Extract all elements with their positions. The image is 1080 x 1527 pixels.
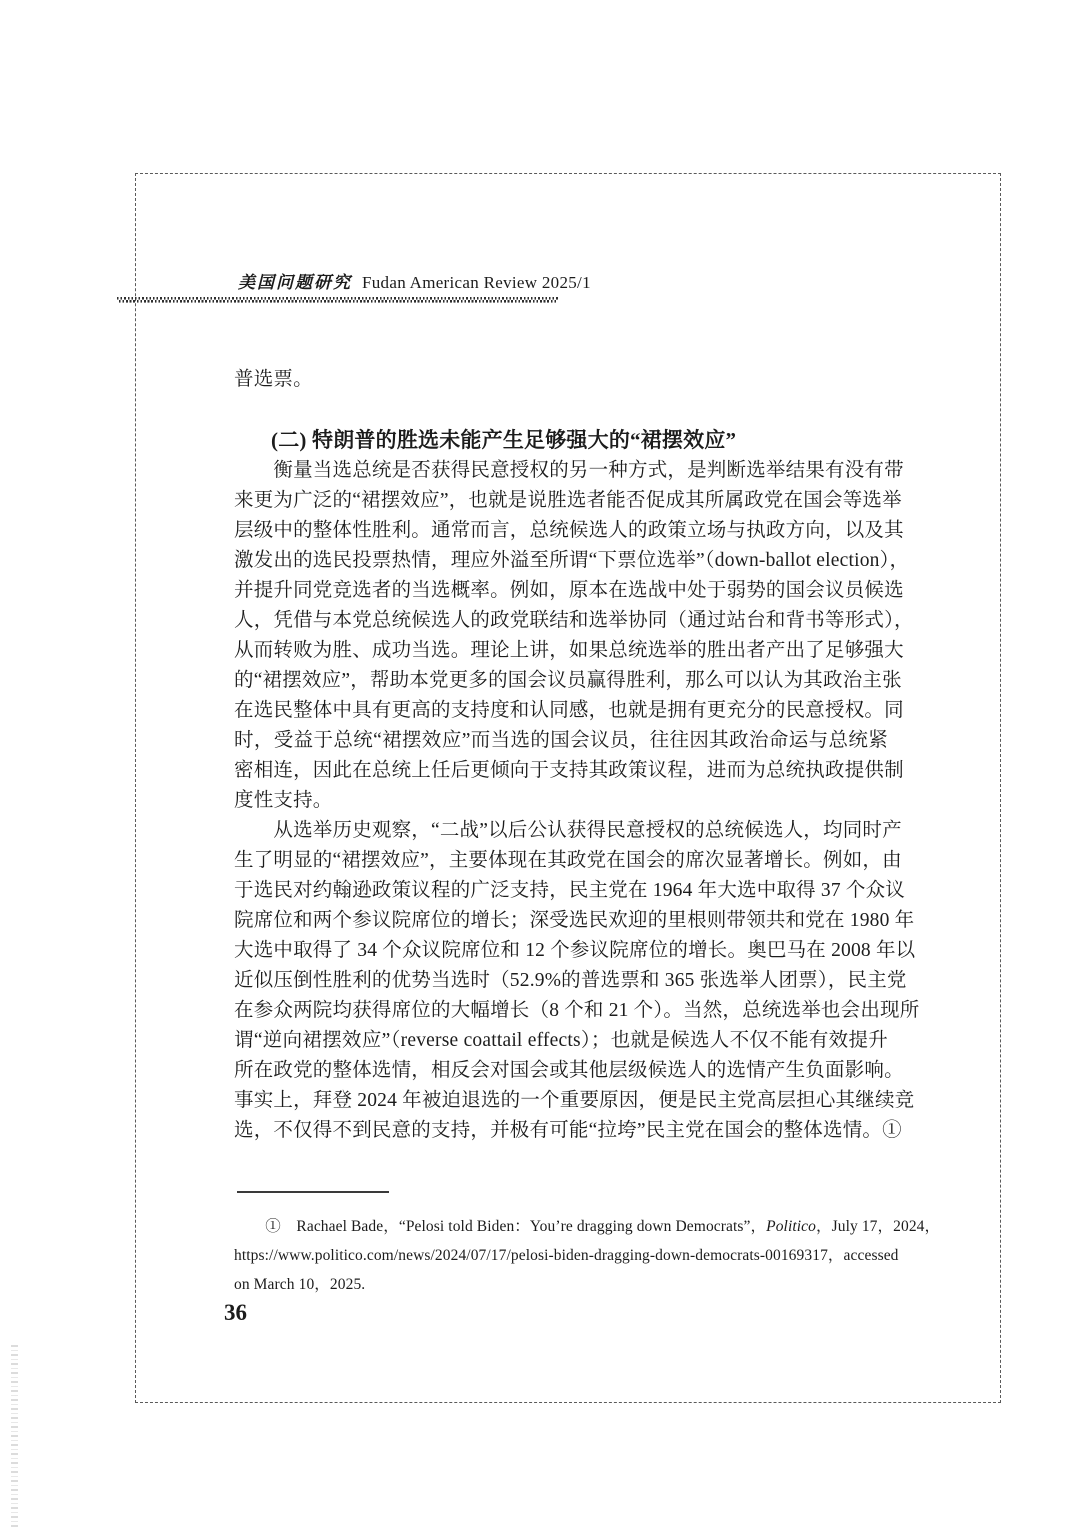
paragraph-1-line: 人，凭借与本党总统候选人的政党联结和选举协同（通过站台和背书等形式）， xyxy=(234,610,914,631)
paragraph-2-line: 事实上，拜登 2024 年被迫退选的一个重要原因，便是民主党高层担心其继续竞 xyxy=(234,1090,915,1111)
paragraph-1-line: 激发出的选民投票热情，理应外溢至所谓“下票位选举”（down-ballot election）， xyxy=(234,550,910,571)
paragraph-2 xyxy=(234,816,920,1146)
paragraph-1-line: 度性支持。 xyxy=(234,790,333,811)
paragraph-2-line: 谓“逆向裙摆效应”（reverse coattail effects）；也就是候选人不仅不能有效提升 xyxy=(234,1030,888,1051)
journal-title-cn: 美国问题研究 xyxy=(238,273,352,292)
journal-title-en: Fudan American Review 2025/1 xyxy=(362,273,591,292)
section-heading: (二) 特朗普的胜选未能产生足够强大的“裙摆效应” xyxy=(271,428,737,452)
paragraph-2-line: 选，不仅得不到民意的支持，并极有可能“拉垮”民主党在国会的整体选情。① xyxy=(234,1120,902,1141)
paragraph-1-line: 来更为广泛的“裙摆效应”，也就是说胜选者能否促成其所属政党在国会等选举 xyxy=(234,490,902,511)
paragraph-1-line: 衡量当选总统是否获得民意授权的另一种方式，是判断选举结果有没有带 xyxy=(234,460,904,481)
footnote-line: https://www.politico.com/news/2024/07/17/pelosi-biden-dragging-down-democrats-00169317，accessed xyxy=(234,1247,899,1264)
paragraph-2-line: 在参众两院均获得席位的大幅增长（8 个和 21 个）。当然，总统选举也会出现所 xyxy=(234,1000,920,1021)
footnote-separator xyxy=(237,1191,389,1193)
intro-paragraph xyxy=(234,365,888,395)
body-text xyxy=(234,365,920,1146)
paragraph-1-line: 时，受益于总统“裙摆效应”而当选的国会议员，往往因其政治命运与总统紧 xyxy=(234,730,888,751)
header-decorative-rule xyxy=(117,297,558,303)
paragraph-2-line: 生了明显的“裙摆效应”，主要体现在其政党在国会的席次显著增长。例如，由 xyxy=(234,850,902,871)
paragraph-1-line: 并提升同党竞选者的当选概率。例如，原本在选战中处于弱势的国会议员候选 xyxy=(234,580,904,601)
paragraph-2-line: 院席位和两个参议院席位的增长；深受选民欢迎的里根则带领共和党在 1980 年 xyxy=(234,910,915,931)
footnote-line: on March 10，2025. xyxy=(234,1276,366,1293)
paragraph-1-line: 的“裙摆效应”，帮助本党更多的国会议员赢得胜利，那么可以认为其政治主张 xyxy=(234,670,902,691)
page-number: 36 xyxy=(224,1300,247,1325)
paragraph-1-line: 从而转败为胜、成功当选。理论上讲，如果总统选举的胜出者产出了足够强大 xyxy=(234,640,904,661)
footnote-line: ① Rachael Bade，“Pelosi told Biden：You’re dragging down Democrats”，Politico，July 17，2024， xyxy=(234,1218,941,1235)
paragraph-2-line: 从选举历史观察，“二战”以后公认获得民意授权的总统候选人，均同时产 xyxy=(234,820,902,841)
paragraph-1-line: 层级中的整体性胜利。通常而言，总统候选人的政策立场与执政方向，以及其 xyxy=(234,520,904,541)
paragraph-1-line: 密相连，因此在总统上任后更倾向于支持其政策议程，进而为总统执政提供制 xyxy=(234,760,904,781)
paragraph-2-line: 近似压倒性胜利的优势当选时（52.9%的普选票和 365 张选举人团票），民主党 xyxy=(234,970,907,991)
footnote xyxy=(234,1212,941,1299)
scan-artifact-strip xyxy=(11,1345,18,1527)
journal-header xyxy=(238,268,838,293)
paragraph-2-line: 于选民对约翰逊政策议程的广泛支持，民主党在 1964 年大选中取得 37 个众议 xyxy=(234,880,906,901)
paragraph-2-line: 大选中取得了 34 个众议院席位和 12 个参议院席位的增长。奥巴马在 2008 年以 xyxy=(234,940,916,961)
paragraph-1 xyxy=(234,456,914,816)
intro-line: 普选票。 xyxy=(234,369,313,390)
paragraph-2-line: 所在政党的整体选情，相反会对国会或其他层级候选人的选情产生负面影响。 xyxy=(234,1060,904,1081)
paragraph-1-line: 在选民整体中具有更高的支持度和认同感，也就是拥有更充分的民意授权。同 xyxy=(234,700,904,721)
